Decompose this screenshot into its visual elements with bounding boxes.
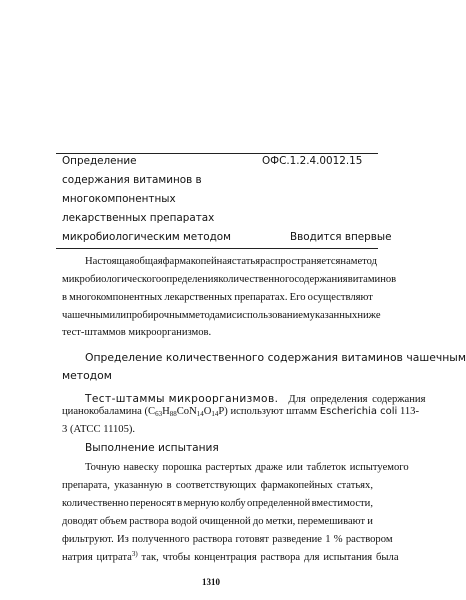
word: лекарственных [164,292,233,303]
text-fragment: O [203,406,212,417]
intro-line-4 [62,310,381,325]
word: многокомпонентных [69,292,163,303]
species-name: Escherichia coli [319,406,398,417]
word: в [62,292,68,303]
word: переносят [129,498,176,509]
intro-line-1 [85,256,378,271]
word: Настоящая [85,256,135,267]
word: распространяется [260,256,341,267]
article-title-line: содержания витаминов в [62,174,202,186]
article-title-line: многокомпонентных [62,193,176,205]
word: соответствующих [175,480,257,491]
procedure-line-1: Точную навеску порошка растертых драже или таблеток испытуемого [85,462,409,473]
word: методами [188,310,232,321]
word: перемешивают [297,516,366,527]
word: витаминов [347,274,397,285]
word: общая [134,256,163,267]
word: чашечным [62,310,110,321]
word: в [166,480,172,491]
procedure-line-5: фильтруют. Из полученного раствора готовят разведение 1 % раствором [62,534,393,545]
word: фармакопейная [162,256,232,267]
word: на [340,256,351,267]
article-title-line: Определение [62,155,137,167]
word: микробиологического [62,274,162,285]
word: очищенной [199,516,251,527]
intro-line-2 [62,274,397,289]
procedure-heading: Выполнение испытания [85,442,219,454]
word: и [367,516,373,527]
word: до [252,516,264,527]
section-heading-line-2: методом [62,369,112,382]
word: количественного [218,274,295,285]
article-title-line: лекарственных препаратах [62,212,215,224]
article-title-line: микробиологическим методом [62,231,231,243]
article-code: ОФС.1.2.4.0012.15 [262,155,363,167]
test-strains-label: Тест-штаммы микроорганизмов. [85,393,279,405]
word: указанную [114,480,163,491]
word: указанных [309,310,358,321]
word: доводят [62,516,98,527]
word: количественно [62,498,129,509]
word: ниже [357,310,381,321]
word: препаратах. [234,292,288,303]
strain-number: 113- [399,406,419,417]
word: осуществляют [307,292,373,303]
word: фармакопейных [260,480,333,491]
page-number: 1310 [202,577,220,587]
word: пробирочным [126,310,189,321]
word: определения [161,274,219,285]
header-bottom-rule [56,248,378,249]
procedure-line-3 [62,498,373,513]
word: мерную [183,498,220,509]
article-title [62,154,231,249]
article-status: Вводится впервые [290,231,392,243]
text-fragment: H [162,406,170,417]
word: водой [171,516,198,527]
subscript: 14 [211,410,219,418]
subscript: 88 [169,410,177,418]
word: или [109,310,127,321]
word: статья [231,256,261,267]
word: использованием [236,310,310,321]
word: определенной [247,498,311,509]
text-fragment: цианокобаламина (C [62,406,156,417]
word: раствора [129,516,169,527]
subscript: 14 [196,410,204,418]
subscript: 63 [155,410,163,418]
procedure-line-6 [62,552,399,563]
text-fragment: CoN [176,406,197,417]
text-fragment: P) используют штамм [218,406,318,417]
word: препарата, [62,480,110,491]
intro-line-5: тест-штаммов микроорганизмов. [62,327,212,338]
section-heading-line-1: Определение количественного содержания витаминов чашечным [85,351,466,364]
word: вместимости, [311,498,373,509]
word: с [231,310,237,321]
text-fragment: так, чтобы концентрация раствора для испытания была [141,552,399,563]
text-fragment: натрия цитрата [62,552,132,563]
procedure-line-2 [62,480,373,495]
word: метки, [265,516,296,527]
procedure-line-4 [62,516,373,531]
test-strains-line-2 [62,406,419,417]
word: в [177,498,183,509]
word: статьях, [336,480,373,491]
word: колбу [220,498,246,509]
test-strains-text: Для определения содержания [288,394,426,405]
test-strains-line-3: 3 (ATCC 11105). [62,424,136,435]
footnote-mark: 3) [131,550,138,558]
word: объем [99,516,128,527]
word: метод [350,256,378,267]
intro-line-3 [62,292,373,307]
word: содержания [294,274,348,285]
test-strains-line-1 [85,389,425,407]
word: Его [289,292,306,303]
